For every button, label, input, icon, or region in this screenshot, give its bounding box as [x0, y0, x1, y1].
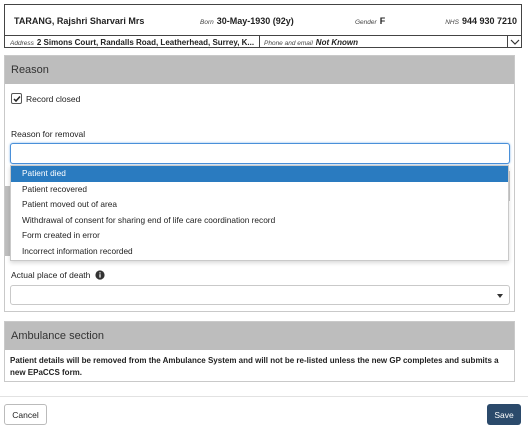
caret-down-icon — [497, 294, 503, 298]
ambulance-section — [4, 321, 515, 382]
patient-contact — [264, 38, 358, 47]
contact-value: Not Known — [315, 38, 359, 47]
save-button[interactable]: Save — [487, 404, 521, 425]
patient-banner-detail-row — [5, 36, 521, 48]
reason-for-removal-select[interactable] — [10, 143, 510, 164]
ambulance-message: Patient details will be removed from the Ambulance System and will not be re-listed unless the new GP completes and submits a new EPaCCS form. — [10, 356, 499, 377]
dropdown-option-patient-recovered[interactable]: Patient recovered — [22, 183, 88, 194]
reason-dropdown-list — [10, 165, 509, 261]
patient-banner — [4, 4, 522, 48]
contact-label: Phone and email — [264, 40, 313, 47]
dropdown-option-incorrect-information[interactable]: Incorrect information recorded — [22, 245, 133, 256]
reason-for-removal-label: Reason for removal — [11, 129, 86, 139]
chevron-down-icon — [510, 38, 520, 46]
address-label: Address — [10, 40, 34, 47]
banner-expand-button[interactable] — [507, 36, 521, 48]
nhs-label: NHS — [445, 19, 459, 26]
dropdown-option-patient-died[interactable]: Patient died — [11, 166, 508, 182]
record-closed-label: Record closed — [26, 93, 81, 104]
ambulance-section-title: Ambulance section — [5, 322, 514, 350]
info-icon[interactable] — [95, 270, 105, 280]
born-label: Born — [200, 19, 214, 26]
patient-name: TARANG, Rajshri Sharvari Mrs — [14, 16, 145, 26]
cancel-button[interactable]: Cancel — [4, 404, 47, 425]
actual-place-of-death-select[interactable] — [10, 285, 510, 305]
patient-banner-main-row — [5, 5, 521, 36]
patient-address — [10, 38, 256, 47]
gender-value: F — [379, 16, 386, 26]
record-closed-checkbox[interactable] — [11, 93, 22, 104]
born-value: 30-May-1930 (92y) — [216, 16, 294, 26]
patient-gender — [355, 16, 385, 26]
patient-nhs-number — [445, 16, 517, 26]
dropdown-option-form-created-in-error[interactable]: Form created in error — [22, 230, 100, 241]
dropdown-option-withdrawal-of-consent[interactable]: Withdrawal of consent for sharing end of life care coordination record — [22, 214, 276, 225]
banner-divider — [259, 36, 260, 48]
patient-born — [200, 16, 294, 26]
footer-divider — [0, 396, 528, 397]
record-closed-row — [11, 93, 80, 104]
address-value: 2 Simons Court, Randalls Road, Leatherhead, Surrey, K... — [36, 38, 255, 47]
checkmark-icon — [13, 95, 21, 103]
gender-label: Gender — [355, 19, 377, 26]
actual-place-of-death-label-row — [11, 270, 105, 280]
reason-section-title: Reason — [5, 56, 514, 84]
nhs-value: 944 930 7210 — [461, 16, 517, 26]
dropdown-option-patient-moved[interactable]: Patient moved out of area — [22, 199, 118, 210]
actual-place-of-death-label: Actual place of death — [11, 270, 91, 280]
